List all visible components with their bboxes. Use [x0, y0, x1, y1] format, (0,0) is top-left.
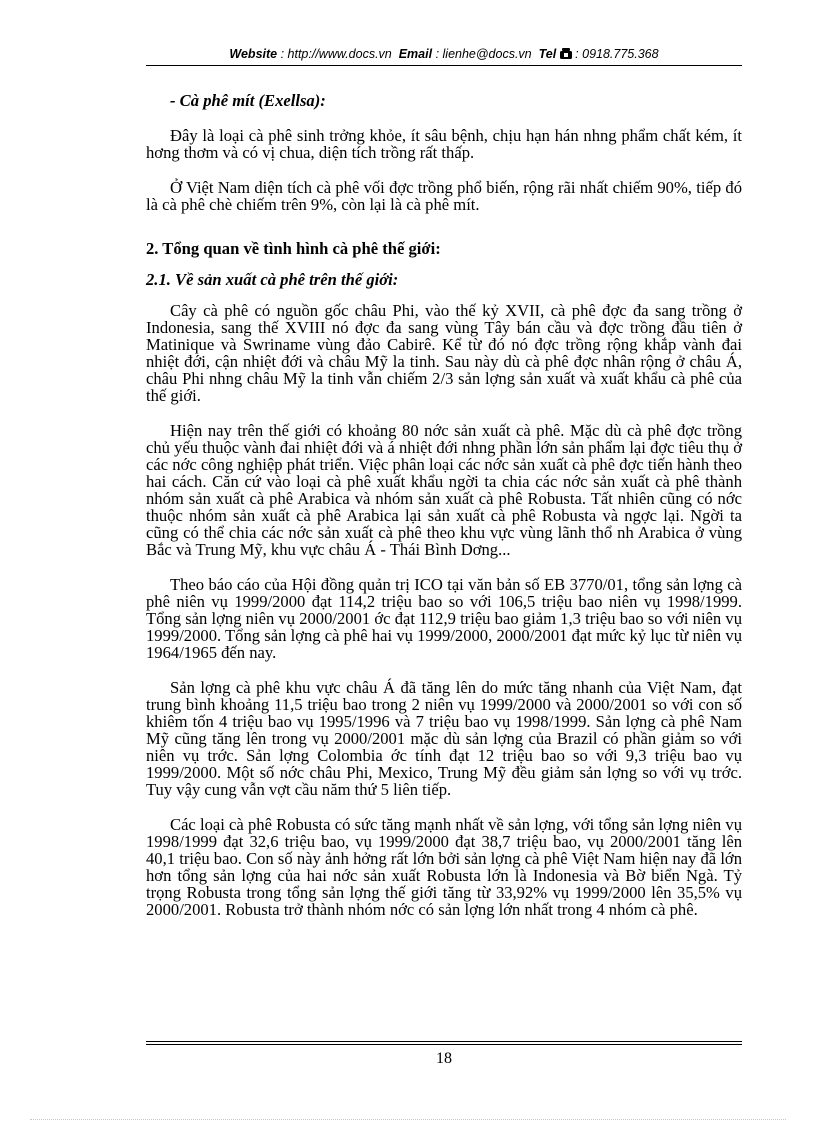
- footer-divider-bottom: [146, 1044, 742, 1045]
- page-number: 18: [436, 1050, 452, 1067]
- excelsa-paragraph-2: Ở Việt Nam diện tích cà phê vối đợc trồng phổ biến, rộng rãi nhất chiếm 90%, tiếp đó là cà phê chè chiếm trên 9%, còn lại là cà phê mít.: [146, 178, 742, 214]
- excelsa-paragraph-1: Đây là loại cà phê sinh trởng khỏe, ít sâu bệnh, chịu hạn hán nhng phẩm chất kém, ít hơng thơm và có vị chua, diện tích trồng rất thấp.: [146, 126, 742, 162]
- production-paragraph-4: Sản lợng cà phê khu vực châu Á đã tăng lên do mức tăng nhanh của Việt Nam, đạt trung bình khoảng 11,5 triệu bao trong 2 niên vụ 1999/2000 và 2000/2001 so với con số khiêm tốn 4 triệu bao vụ 1995/1996 và 7 triệu bao vụ 1998/1999. Sản lợng cà phê Nam Mỹ cũng tăng lên trong vụ 2000/2001 mặc dù sản lợng của Brazil có phần giảm so với niên vụ trớc. Sản lợng Colombia ớc tính đạt 12 triệu bao so với 9,3 triệu bao vụ 1999/2000. Một số nớc châu Phi, Mexico, Trung Mỹ đều giảm sản lợng so với vụ trớc. Tuy vậy cung vẫn vợt cầu năm thứ 5 liên tiếp.: [146, 678, 742, 799]
- production-paragraph-2: Hiện nay trên thế giới có khoảng 80 nớc sản xuất cà phê. Mặc dù cà phê đợc trồng chủ yếu thuộc vành đai nhiệt đới và á nhiệt đới nhng phần lớn sản phẩm lại đợc tiêu thụ ở các nớc công nghiệp phát triển. Việc phân loại các nớc sản xuất cà phê đợc tiến hành theo hai cách. Căn cứ vào loại cà phê xuất khẩu ngời ta chia các nớc sản xuất cà phê thành nhóm sản xuất cà phê Arabica và nhóm sản xuất cà phê Robusta. Tất nhiên cũng có nớc thuộc nhóm sản xuất cà phê Arabica lại sản xuất cà phê Robusta và ngợc lại. Ngời ta cũng có thể chia các nớc sản xuất cà phê theo khu vực vùng lãnh thổ nh Arabica ở vùng Bắc và Trung Mỹ, khu vực châu Á - Thái Bình Dơng...: [146, 421, 742, 559]
- email-address[interactable]: : lienhe@docs.vn: [435, 47, 532, 61]
- production-paragraph-3: Theo báo cáo của Hội đồng quản trị ICO tại văn bản số EB 3770/01, tổng sản lợng cà phê niên vụ 1999/2000 đạt 114,2 triệu bao so với 106,5 triệu bao niên vụ 1998/1999. Tổng sản lợng niên vụ 2000/2001 ớc đạt 112,9 triệu bao giảm 1,3 triệu bao so với niên vụ 1999/2000. Tổng sản lợng cà phê hai vụ 1999/2000, 2000/2001 đạt mức kỷ lục từ niên vụ 1964/1965 đến nay.: [146, 575, 742, 662]
- phone-icon: [560, 47, 572, 61]
- tel-label: Tel: [538, 47, 557, 61]
- production-paragraph-5: Các loại cà phê Robusta có sức tăng mạnh nhất về sản lợng, với tổng sản lợng niên vụ 1998/1999 đạt 32,6 triệu bao, vụ 1999/2000 đạt 38,7 triệu bao, vụ 2000/2001 tăng lên 40,1 triệu bao. Con số này ảnh hởng rất lớn bởi sản lợng cà phê Việt Nam hiện nay đã lớn hơn tổng sản lợng của hai nớc sản xuất Robusta lớn là Indonesia và Bờ biển Ngà. Tỷ trọng Robusta trong tổng sản lợng thế giới tăng từ 33,92% vụ 1999/2000 lên 35,5% vụ 2000/2001. Robusta trở thành nhóm nớc có sản lợng lớn nhất trong 4 nhóm cà phê.: [146, 815, 742, 919]
- section-2-heading: 2. Tổng quan về tình hình cà phê thế giới:: [146, 239, 441, 258]
- section-2-1-heading: 2.1. Về sản xuất cà phê trên thế giới:: [146, 270, 399, 289]
- email-label: Email: [398, 47, 433, 61]
- page-header: [146, 47, 742, 61]
- website-label: Website: [229, 47, 278, 61]
- production-paragraph-1: Cây cà phê có nguồn gốc châu Phi, vào thế kỷ XVII, cà phê đợc đa sang trồng ở Indonesia, sang thế XVIII nó đợc đa sang vùng Tây bán cầu và đợc trồng đầu tiên ở Matinique và Swriname vùng đảo Cabirê. Kể từ đó nó đợc trồng rộng khắp vành đai nhiệt đới, cận nhiệt đới và châu Mỹ la tinh. Sau này dù cà phê đợc nhân rộng ở châu Á, châu Phi nhng châu Mỹ la tinh vẫn chiếm 2/3 sản lợng sản xuất và xuất khẩu cà phê của thế giới.: [146, 301, 742, 405]
- website-url[interactable]: : http://www.docs.vn: [280, 47, 392, 61]
- header-divider: [146, 65, 742, 66]
- document-body: [146, 92, 742, 918]
- footer-divider-top: [146, 1041, 742, 1042]
- page-bottom-dotted-line: [30, 1119, 786, 1120]
- phone-number: : 0918.775.368: [575, 47, 659, 61]
- excelsa-heading: - Cà phê mít (Exellsa):: [170, 91, 326, 110]
